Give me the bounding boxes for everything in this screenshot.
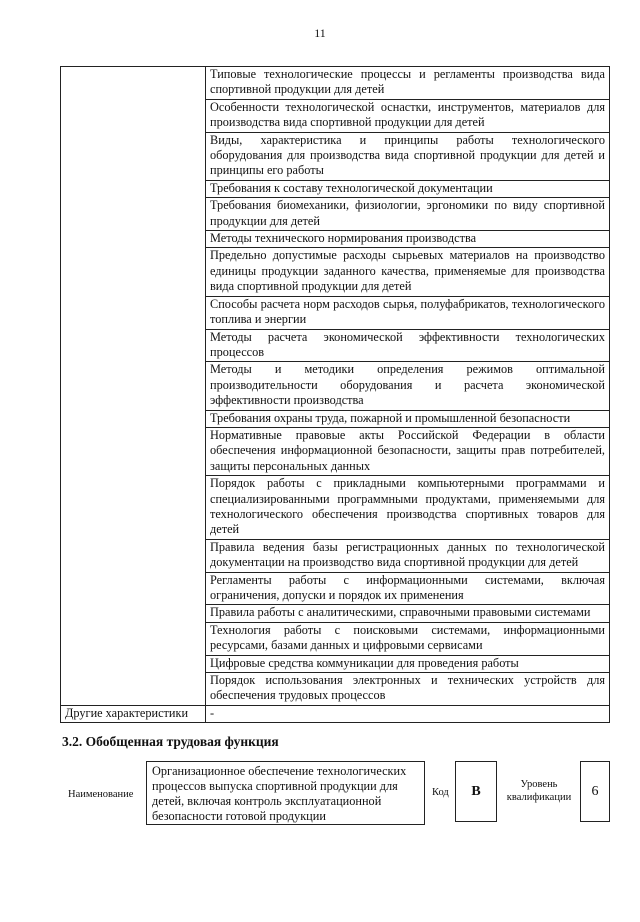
knowledge-table [60, 66, 610, 723]
code-label: Код [432, 787, 449, 798]
name-label: Наименование [68, 789, 134, 800]
table-cell: Требования охраны труда, пожарной и промышленной безопасности [206, 410, 610, 427]
table-cell: Порядок работы с прикладными компьютерными программами и специализированными программными продуктами, применяемыми для технологического обеспечения производства спортивных товаров для детей [206, 476, 610, 540]
table-cell: Методы технического нормирования производства [206, 231, 610, 248]
table-cell: Виды, характеристика и принципы работы технологического оборудования для производства вида спортивной продукции для детей и принципы его работы [206, 132, 610, 180]
table-cell: Методы расчета экономической эффективности технологических процессов [206, 329, 610, 362]
table-cell: Методы и методики определения режимов оптимальной производительности оборудования и расчета экономической эффективности производства [206, 362, 610, 410]
table-cell: Особенности технологической оснастки, инструментов, материалов для производства вида спортивной продукции для детей [206, 99, 610, 132]
section-title: 3.2. Обобщенная трудовая функция [62, 734, 279, 749]
other-characteristics-label: Другие характеристики [61, 705, 206, 722]
table-cell: Цифровые средства коммуникации для проведения работы [206, 655, 610, 672]
page-number: 11 [314, 26, 326, 40]
table-row-other [61, 705, 610, 722]
table-cell: Регламенты работы с информационными системами, включая ограничения, допуски и порядок их применения [206, 572, 610, 605]
table-cell: Порядок использования электронных и технических устройств для обеспечения трудовых процессов [206, 673, 610, 706]
table-cell: Требования биомеханики, физиологии, эргономики по виду спортивной продукции для детей [206, 198, 610, 231]
other-characteristics-value: - [206, 705, 610, 722]
code-value-box: В [455, 761, 497, 822]
level-label: Уровень квалификации [506, 779, 572, 803]
table-cell: Нормативные правовые акты Российской Федерации в области обеспечения информационной безопасности, защиты прав потребителей, защиты персональных данных [206, 427, 610, 475]
level-value-box: 6 [580, 761, 610, 822]
table-cell: Типовые технологические процессы и регламенты производства вида спортивной продукции для детей [206, 67, 610, 100]
table-cell: Правила ведения базы регистрационных данных по технологической документации на производство вида спортивной продукции для детей [206, 539, 610, 572]
table-cell: Требования к составу технологической документации [206, 180, 610, 197]
name-value-box: Организационное обеспечение технологических процессов выпуска спортивной продукции для детей, включая контроль эксплуатационной безопасности готовой продукции [146, 761, 425, 825]
table-left-cell [61, 67, 206, 706]
table-cell: Технология работы с поисковыми системами, информационными ресурсами, базами данных и цифровыми сервисами [206, 622, 610, 655]
table-cell: Правила работы с аналитическими, справочными правовыми системами [206, 605, 610, 622]
table-cell: Предельно допустимые расходы сырьевых материалов на производство единицы продукции заданного качества, применяемые для производства вида спортивной продукции для детей [206, 248, 610, 296]
table-cell: Способы расчета норм расходов сырья, полуфабрикатов, технологического топлива и энергии [206, 296, 610, 329]
table-row [61, 67, 610, 100]
